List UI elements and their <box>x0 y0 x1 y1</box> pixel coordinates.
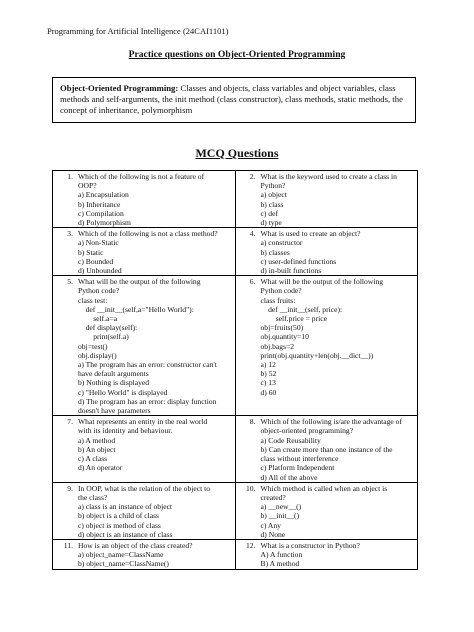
course-header: Programming for Artificial Intelligence (24CAI1101) <box>47 26 229 36</box>
question-number: 6. <box>249 277 256 287</box>
question <box>240 541 415 569</box>
question <box>57 229 232 275</box>
question-text-line: obj.quantity=10 <box>260 332 309 342</box>
question-cell <box>53 171 236 228</box>
topic-box <box>52 77 416 123</box>
question-cell <box>235 171 418 228</box>
question-text-line: Which of the following is not a class method? <box>78 229 218 239</box>
answer-option: b) __init__() <box>260 511 300 521</box>
answer-option: b) object is a child of class <box>78 511 159 521</box>
question-body <box>78 172 232 227</box>
question <box>240 484 415 539</box>
question <box>57 417 232 472</box>
question-text-line: def __init__(self, price): <box>260 304 343 314</box>
question-text-line: class fruits: <box>260 295 296 305</box>
answer-option: c) user-defined functions <box>260 256 337 266</box>
question-body <box>78 277 232 415</box>
answer-option: c) A class <box>78 454 108 464</box>
question-number: 3. <box>67 229 73 239</box>
answer-option: have default arguments <box>78 369 149 379</box>
answer-option: a) constructor <box>260 238 303 248</box>
question-text-line: obj=fruits(50) <box>260 323 304 333</box>
question-row <box>53 228 418 276</box>
question-body <box>261 277 415 397</box>
question-body <box>261 172 415 227</box>
question-text-line: obj.bags=2 <box>260 341 295 351</box>
answer-option: b) An object <box>78 444 116 454</box>
questions-table <box>52 170 418 570</box>
question-text-line: How is an object of the class created? <box>78 540 193 550</box>
question <box>240 277 415 397</box>
answer-option: b) Inheritance <box>78 199 121 209</box>
answer-option: b) Can create more than one instance of the <box>260 444 393 454</box>
questions-table-body <box>53 171 418 570</box>
question-text-line: obj=test() <box>78 341 108 351</box>
question-body <box>261 229 415 275</box>
question-text-line: obj.display() <box>78 350 117 360</box>
question-text-line: What is used to create an object? <box>260 229 361 239</box>
question-number: 12. <box>246 540 256 550</box>
question-text-line: What represents an entity in the real world <box>78 417 208 427</box>
answer-option: a) __new__() <box>260 502 302 512</box>
question-text-line: What will be the output of the following <box>78 277 201 287</box>
question-number: 9. <box>67 483 73 493</box>
answer-option: b) class <box>260 199 284 209</box>
question-text-line: created? <box>260 492 286 502</box>
question-text-line: What will be the output of the following <box>260 277 384 287</box>
question-cell <box>53 482 236 539</box>
question-text-line: OOP? <box>78 181 97 191</box>
question <box>240 172 415 227</box>
answer-option: d) None <box>260 529 286 539</box>
question-cell <box>235 539 418 569</box>
question-cell <box>53 228 236 276</box>
question-text-line: Which of the following is not a feature of <box>78 172 205 181</box>
question-number: 11. <box>63 540 73 550</box>
question-cell <box>235 276 418 416</box>
question-cell <box>235 482 418 539</box>
answer-option: d) 60 <box>260 387 277 397</box>
question-cell <box>53 416 236 482</box>
mcq-title: MCQ Questions <box>195 146 279 160</box>
answer-option: d) Polymorphism <box>78 218 131 228</box>
topic-text: Classes and objects, class variables and object variables, class methods and self-arguments, the init method (class constructor), class methods, static methods, the concept of inheritance, polymorphism <box>60 83 403 115</box>
answer-option: c) object is method of class <box>78 520 161 530</box>
question-text-line: Python code? <box>78 286 120 296</box>
answer-option: d) An operator <box>78 463 123 473</box>
answer-option: d) All of the above <box>260 472 318 482</box>
answer-option: c) 13 <box>260 378 276 388</box>
question-row <box>53 171 418 228</box>
answer-option: b) 52 <box>260 369 277 379</box>
answer-option: b) object_name=ClassName() <box>78 559 169 569</box>
answer-option: d) type <box>260 218 282 228</box>
question-number: 1. <box>67 172 73 181</box>
question-text-line: Which method is called when an object is <box>260 483 388 493</box>
question-number: 7. <box>67 417 73 427</box>
answer-option: b) classes <box>260 247 290 257</box>
question-row <box>53 482 418 539</box>
question-number: 4. <box>249 229 256 239</box>
question-cell <box>235 228 418 276</box>
answer-option: d) object is an instance of class <box>78 529 173 539</box>
answer-option: c) Any <box>260 520 281 530</box>
question-body <box>261 484 415 539</box>
question-body <box>261 417 415 481</box>
question <box>57 484 232 539</box>
question-text-line: the class? <box>78 492 108 502</box>
answer-option: c) Compilation <box>78 208 124 218</box>
question-cell <box>53 276 236 416</box>
question-number: 10. <box>246 483 256 493</box>
answer-option: d) The program has an error: display function <box>78 396 217 406</box>
answer-option: c) def <box>260 208 278 218</box>
answer-option: c) "Hello World" is displayed <box>78 387 168 397</box>
question-text-line: Which of the following is/are the advantage of <box>260 417 402 427</box>
answer-option: class without interference <box>260 454 339 464</box>
question-text-line: What is a constructor in Python? <box>260 540 360 550</box>
answer-option: a) Non-Static <box>78 238 119 248</box>
question-text-line: What is the keyword used to create a class in <box>260 172 397 181</box>
question <box>240 417 415 481</box>
question-number: 8. <box>249 417 256 427</box>
answer-option: d) in-built functions <box>260 266 322 276</box>
answer-option: c) Bounded <box>78 256 114 266</box>
answer-option: a) class is an instance of object <box>78 502 173 512</box>
answer-option: b) Nothing is displayed <box>78 378 150 388</box>
answer-option: a) Code Reusability <box>260 435 321 445</box>
answer-option: a) A method <box>78 435 116 445</box>
answer-option: A) A function <box>260 550 303 560</box>
question <box>57 541 232 569</box>
answer-option: c) Platform Independent <box>260 463 335 473</box>
question-text-line: def display(self): <box>78 323 138 333</box>
answer-option: a) object <box>260 190 287 200</box>
answer-option: a) Encapsulation <box>78 190 129 200</box>
question-row <box>53 539 418 569</box>
question-text-line: print(self.a) <box>78 332 129 342</box>
question-body <box>78 417 232 472</box>
question-body <box>78 229 232 275</box>
question <box>57 277 232 415</box>
question-body <box>78 541 232 569</box>
question-text-line: Python? <box>260 181 286 191</box>
question-text-line: object-oriented programming? <box>260 426 354 436</box>
question-cell <box>235 416 418 482</box>
answer-option: a) 12 <box>260 360 276 370</box>
question <box>240 229 415 275</box>
question-body <box>78 484 232 539</box>
question-text-line: In OOP, what is the relation of the object to <box>78 483 211 493</box>
question-row <box>53 276 418 416</box>
answer-option: a) The program has an error: constructor can't <box>78 360 217 370</box>
topic-label: Object-Oriented Programming: <box>60 83 179 93</box>
question-text-line: self.a=a <box>78 314 118 324</box>
question-text-line: with its identity and behaviour. <box>78 426 173 436</box>
answer-option: d) Unbounded <box>78 266 122 276</box>
question <box>57 172 232 227</box>
question-cell <box>53 539 236 569</box>
question-body <box>261 541 415 569</box>
question-number: 5. <box>67 277 73 287</box>
question-text-line: class test: <box>78 295 108 305</box>
page-heading: Practice questions on Object-Oriented Programming <box>128 49 346 60</box>
answer-option: a) object_name=ClassName <box>78 550 164 560</box>
question-text-line: Python code? <box>260 286 302 296</box>
question-text-line: def __init__(self,a="Hello World"): <box>78 304 194 314</box>
answer-option: B) A method <box>260 559 300 569</box>
question-number: 2. <box>249 172 256 181</box>
question-text-line: print(obj.quantity+len(obj.__dict__)) <box>260 350 374 360</box>
answer-option: doesn't have parameters <box>78 406 151 416</box>
answer-option: b) Static <box>78 247 104 257</box>
question-text-line: self.price = price <box>260 314 327 324</box>
question-row <box>53 416 418 482</box>
